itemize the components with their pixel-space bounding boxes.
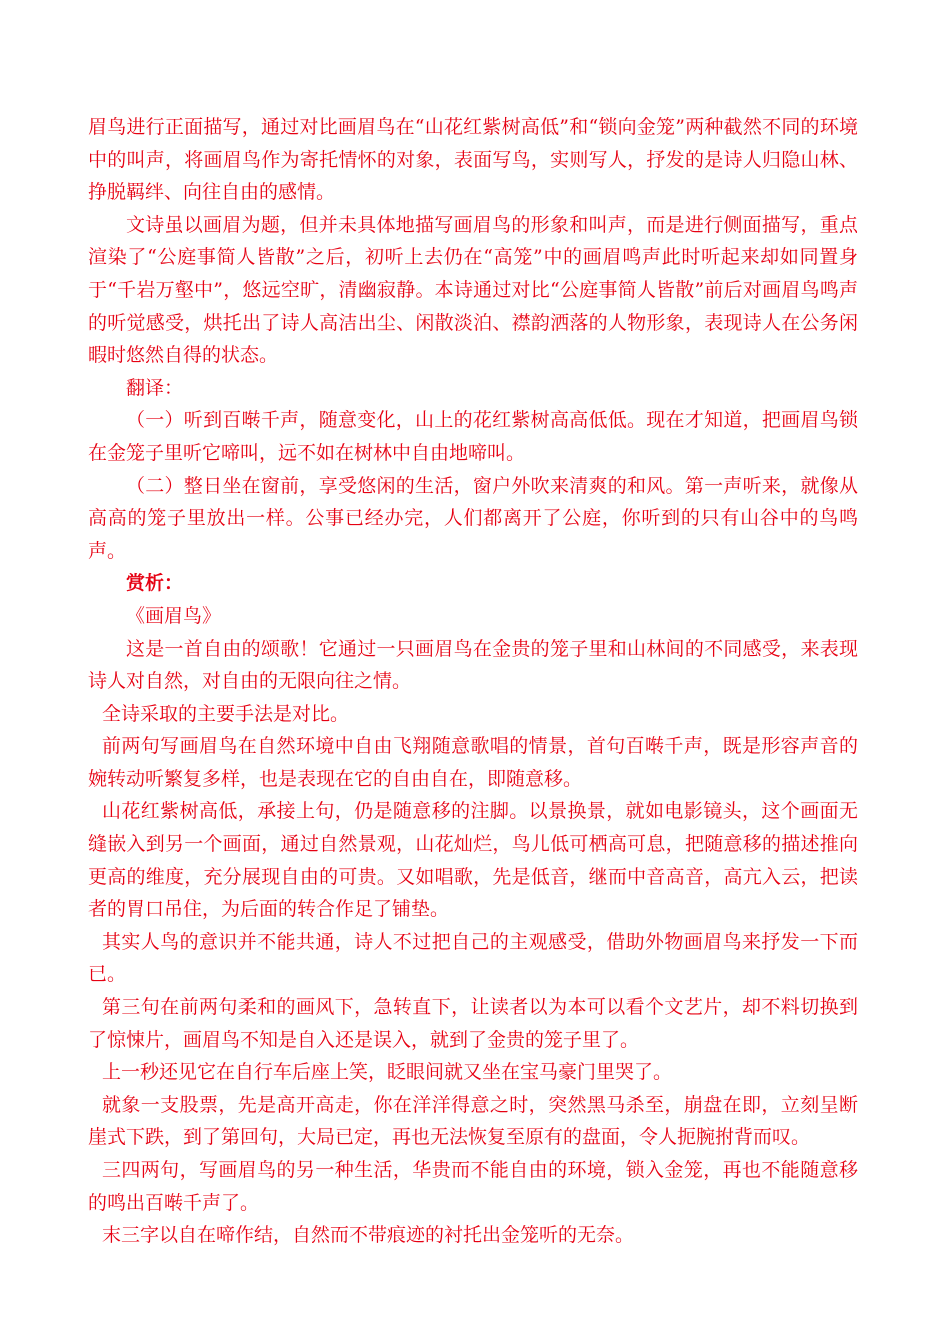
paragraph-contrast: 全诗采取的主要手法是对比。 (102, 702, 350, 725)
paragraph-intro-continued: 眉鸟进行正面描写，通过对比画眉鸟在“山花红紫树高低”和“锁向金笼”两种截然不同的环境中的叫声，将画眉鸟作为寄托情怀的对象，表面写鸟，实则写人，抒发的是诗人归隐山林、挣脱羁绊、向往自由的感情。 (88, 116, 858, 204)
paragraph-first-two-lines: 前两句写画眉鸟在自然环境中自由飞翔随意歌唱的情景，首句百啭千声，既是形容声音的婉转动听繁复多样，也是表现在它的自由自在，即随意移。 (88, 735, 858, 790)
paragraph-side-description: 文诗虽以画眉为题，但并未具体地描写画眉鸟的形象和叫声，而是进行侧面描写，重点渲染了“公庭事简人皆散”之后，初听上去仍在“高笼”中的画眉鸣声此时听起来却如同置身于“千岩万壑中”，悠远空旷，清幽寂静。本诗通过对比“公庭事简人皆散”前后对画眉鸟鸣声的听觉感受，烘托出了诗人高洁出尘、闲散淡泊、襟韵洒落的人物形象，表现诗人在公务闲暇时悠然自得的状态。 (88, 213, 858, 367)
heading-appreciation: 赏析： (126, 572, 184, 595)
paragraph-subjective: 其实人鸟的意识并不能共通，诗人不过把自己的主观感受，借助外物画眉鸟来抒发一下而已。 (88, 930, 858, 986)
paragraph-translation-1: （一）听到百啭千声，随意变化，山上的花红紫树高高低低。现在才知道，把画眉鸟锁在金笼子里听它啼叫，远不如在树林中自由地啼叫。 (88, 409, 858, 464)
paragraph-translation-2: （二）整日坐在窗前，享受悠闲的生活，窗户外吹来清爽的和风。第一声听来，就像从高高的笼子里放出一样。公事已经办完，人们都离开了公庭，你听到的只有山谷中的鸟鸣声。 (88, 474, 858, 562)
poem-title: 《画眉鸟》 (126, 604, 222, 627)
paragraph-analogy-bike: 上一秒还见它在自行车后座上笑，眨眼间就又坐在宝马豪门里哭了。 (102, 1061, 673, 1084)
paragraph-third-line: 第三句在前两句柔和的画风下，急转直下，让读者以为本可以看个文艺片，却不料切换到了惊悚片，画眉鸟不知是自入还是误入，就到了金贵的笼子里了。 (88, 996, 858, 1051)
paragraph-ending: 末三字以自在啼作结，自然而不带痕迹的衬托出金笼听的无奈。 (102, 1224, 635, 1247)
paragraph-ode: 这是一首自由的颂歌！它通过一只画眉鸟在金贵的笼子里和山林间的不同感受，来表现诗人对自然，对自由的无限向往之情。 (88, 637, 858, 693)
paragraph-analogy-stock: 就象一支股票，先是高开高走，你在洋洋得意之时，突然黑马杀至，崩盘在即，立刻呈断崖式下跌，到了第回句，大局已定，再也无法恢复至原有的盘面，令人扼腕拊背而叹。 (88, 1093, 858, 1149)
paragraph-mountain-flowers: 山花红紫树高低，承接上句，仍是随意移的注脚。以景换景，就如电影镜头，这个画面无缝嵌入到另一个画面，通过自然景观，山花灿烂，鸟儿低可栖高可息，把随意移的描述推向更高的维度，充分展现自由的可贵。又如唱歌，先是低音，继而中音高音，高亢入云，把读者的胃口吊住，为后面的转合作足了铺垫。 (88, 800, 858, 921)
paragraph-lines-three-four: 三四两句，写画眉鸟的另一种生活，华贵而不能自由的环境，锁入金笼，再也不能随意移的鸣出百啭千声了。 (88, 1159, 858, 1214)
heading-translation: 翻译： (126, 376, 184, 399)
